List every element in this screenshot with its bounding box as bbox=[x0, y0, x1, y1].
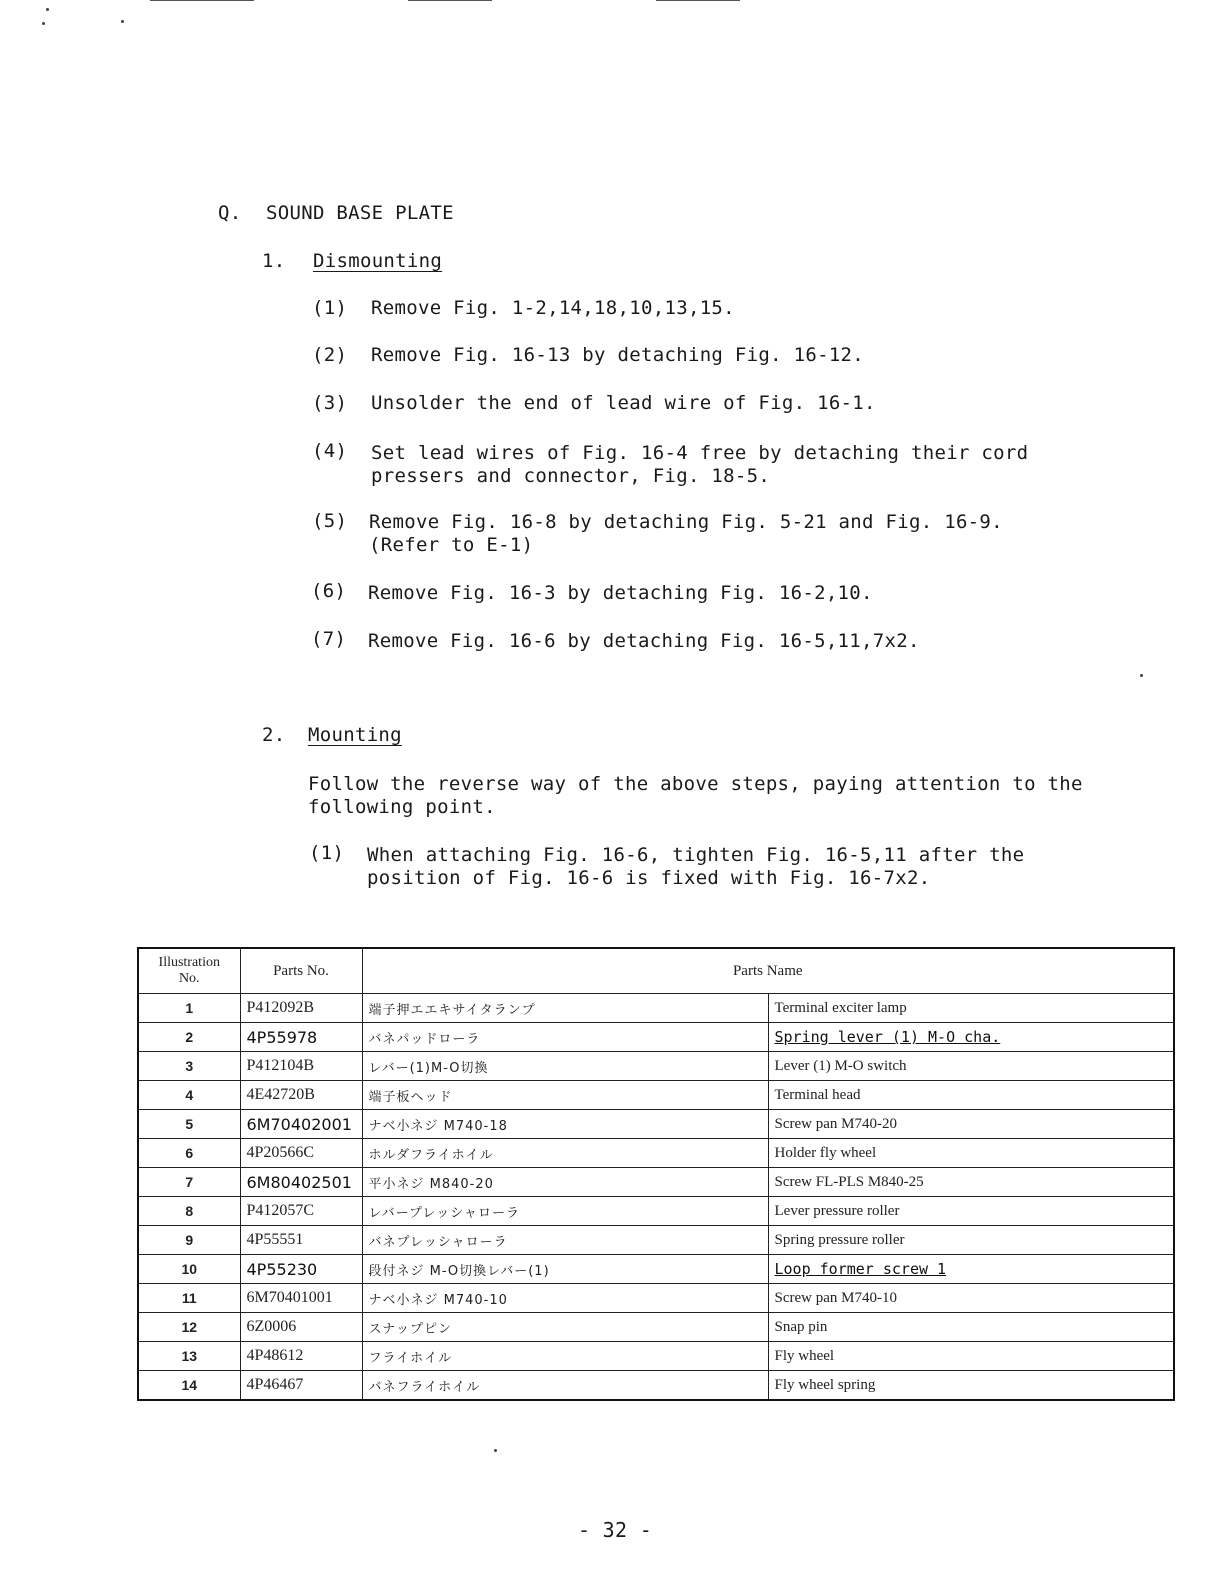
cell-part-no: P412092B bbox=[240, 994, 362, 1023]
scan-speck bbox=[1140, 674, 1143, 677]
step-number: (6) bbox=[311, 580, 347, 602]
table-row bbox=[138, 1197, 1174, 1226]
cell-name-en: Lever pressure roller bbox=[768, 1197, 1174, 1226]
cell-name-en: Terminal exciter lamp bbox=[768, 994, 1174, 1023]
cell-name-en: Screw pan M740-10 bbox=[768, 1284, 1174, 1313]
table-row bbox=[138, 1168, 1174, 1197]
table-row bbox=[138, 1313, 1174, 1342]
cell-part-no: 4P55551 bbox=[240, 1226, 362, 1255]
cell-name-en: Snap pin bbox=[768, 1313, 1174, 1342]
scan-speck bbox=[121, 20, 124, 23]
cell-name-jp: バネパッドローラ bbox=[362, 1023, 768, 1052]
section-title: SOUND BASE PLATE bbox=[266, 202, 454, 224]
cell-name-jp: バネフライホイル bbox=[362, 1371, 768, 1401]
cell-name-en: Spring pressure roller bbox=[768, 1226, 1174, 1255]
step-number: (5) bbox=[312, 510, 348, 532]
cell-name-en: Lever (1) M-O switch bbox=[768, 1052, 1174, 1081]
table-row bbox=[138, 1052, 1174, 1081]
table-row bbox=[138, 1226, 1174, 1255]
cell-name-jp: レバープレッシャローラ bbox=[362, 1197, 768, 1226]
cell-part-no: P412057C bbox=[240, 1197, 362, 1226]
step-number: (1) bbox=[312, 297, 348, 319]
page-number: - 32 - bbox=[578, 1518, 653, 1542]
cell-name-jp: ホルダフライホイル bbox=[362, 1139, 768, 1168]
table-header-row bbox=[138, 948, 1174, 994]
table-row bbox=[138, 1342, 1174, 1371]
cell-no: 3 bbox=[138, 1052, 240, 1081]
cell-no: 2 bbox=[138, 1023, 240, 1052]
step-text: Remove Fig. 16-8 by detaching Fig. 5-21 and Fig. 16-9. (Refer to E-1) bbox=[369, 511, 1003, 556]
step-text: Remove Fig. 1-2,14,18,10,13,15. bbox=[371, 297, 735, 319]
step-number: (3) bbox=[312, 392, 348, 414]
step-text: When attaching Fig. 16-6, tighten Fig. 16-5,11 after the position of Fig. 16-6 is fixed with Fig. 16-7x2. bbox=[367, 844, 1025, 889]
cell-part-no: 4P46467 bbox=[240, 1371, 362, 1401]
header-illustration-no: Illustration No. bbox=[138, 948, 240, 994]
step-text: Remove Fig. 16-6 by detaching Fig. 16-5,11,7x2. bbox=[368, 630, 920, 652]
parts-table bbox=[137, 947, 1175, 1401]
cell-name-jp: レバー(1)M-O切換 bbox=[362, 1052, 768, 1081]
step-text: Set lead wires of Fig. 16-4 free by detaching their cord pressers and connector, Fig. 18-5. bbox=[371, 442, 1029, 487]
cell-name-jp: バネプレッシャローラ bbox=[362, 1226, 768, 1255]
table-row bbox=[138, 1371, 1174, 1401]
table-row bbox=[138, 994, 1174, 1023]
scan-speck bbox=[46, 8, 49, 11]
cell-part-no: 6M70402001 bbox=[240, 1110, 362, 1139]
cell-name-jp: スナップピン bbox=[362, 1313, 768, 1342]
mounting-heading: Mounting bbox=[308, 724, 402, 746]
cell-name-jp: フライホイル bbox=[362, 1342, 768, 1371]
header-parts-name: Parts Name bbox=[362, 948, 1174, 994]
cell-name-en: Loop former screw 1 bbox=[768, 1255, 1174, 1284]
table-row bbox=[138, 1255, 1174, 1284]
step-text: Remove Fig. 16-13 by detaching Fig. 16-12. bbox=[371, 344, 865, 366]
cell-no: 5 bbox=[138, 1110, 240, 1139]
cell-name-en: Screw pan M740-20 bbox=[768, 1110, 1174, 1139]
cell-part-no: 4P48612 bbox=[240, 1342, 362, 1371]
cell-no: 13 bbox=[138, 1342, 240, 1371]
cell-name-en: Holder fly wheel bbox=[768, 1139, 1174, 1168]
cell-no: 6 bbox=[138, 1139, 240, 1168]
step-number: (7) bbox=[311, 628, 347, 650]
cell-part-no: P412104B bbox=[240, 1052, 362, 1081]
cell-no: 7 bbox=[138, 1168, 240, 1197]
cell-part-no: 4P55230 bbox=[240, 1255, 362, 1284]
cell-no: 14 bbox=[138, 1371, 240, 1401]
cell-name-en: Terminal head bbox=[768, 1081, 1174, 1110]
cell-no: 9 bbox=[138, 1226, 240, 1255]
cell-no: 12 bbox=[138, 1313, 240, 1342]
section-letter: Q. bbox=[218, 202, 242, 224]
cell-no: 10 bbox=[138, 1255, 240, 1284]
table-row bbox=[138, 1284, 1174, 1313]
step-number: (2) bbox=[312, 344, 348, 366]
table-row bbox=[138, 1081, 1174, 1110]
cell-part-no: 4P55978 bbox=[240, 1023, 362, 1052]
cell-name-en: Spring lever (1) M-O cha. bbox=[768, 1023, 1174, 1052]
cell-no: 8 bbox=[138, 1197, 240, 1226]
table-row bbox=[138, 1139, 1174, 1168]
scan-speck bbox=[42, 22, 45, 25]
scan-speck bbox=[494, 1449, 497, 1452]
cell-no: 11 bbox=[138, 1284, 240, 1313]
cell-name-jp: 平小ネジ M840-20 bbox=[362, 1168, 768, 1197]
cell-name-jp: 段付ネジ M-O切換レバー(1) bbox=[362, 1255, 768, 1284]
scan-line bbox=[656, 0, 740, 1]
cell-no: 1 bbox=[138, 994, 240, 1023]
dismounting-number: 1. bbox=[262, 250, 286, 272]
cell-part-no: 4E42720B bbox=[240, 1081, 362, 1110]
step-text: Unsolder the end of lead wire of Fig. 16-1. bbox=[371, 392, 876, 414]
cell-part-no: 6M80402501 bbox=[240, 1168, 362, 1197]
cell-name-jp: 端子押エエキサイタランプ bbox=[362, 994, 768, 1023]
cell-part-no: 6M70401001 bbox=[240, 1284, 362, 1313]
step-text: Remove Fig. 16-3 by detaching Fig. 16-2,10. bbox=[368, 582, 873, 604]
table-row bbox=[138, 1023, 1174, 1052]
cell-name-en: Fly wheel spring bbox=[768, 1371, 1174, 1401]
cell-part-no: 6Z0006 bbox=[240, 1313, 362, 1342]
step-number: (1) bbox=[309, 842, 345, 864]
cell-name-jp: 端子板ヘッド bbox=[362, 1081, 768, 1110]
scan-line bbox=[150, 0, 254, 1]
cell-part-no: 4P20566C bbox=[240, 1139, 362, 1168]
mounting-intro: Follow the reverse way of the above steps, paying attention to the following point. bbox=[308, 773, 1083, 818]
cell-name-jp: ナベ小ネジ M740-18 bbox=[362, 1110, 768, 1139]
header-parts-no: Parts No. bbox=[240, 948, 362, 994]
cell-name-en: Fly wheel bbox=[768, 1342, 1174, 1371]
cell-no: 4 bbox=[138, 1081, 240, 1110]
scan-line bbox=[408, 0, 492, 1]
mounting-number: 2. bbox=[262, 724, 286, 746]
cell-name-en: Screw FL-PLS M840-25 bbox=[768, 1168, 1174, 1197]
table-row bbox=[138, 1110, 1174, 1139]
dismounting-heading: Dismounting bbox=[313, 250, 443, 272]
step-number: (4) bbox=[312, 440, 348, 462]
cell-name-jp: ナベ小ネジ M740-10 bbox=[362, 1284, 768, 1313]
